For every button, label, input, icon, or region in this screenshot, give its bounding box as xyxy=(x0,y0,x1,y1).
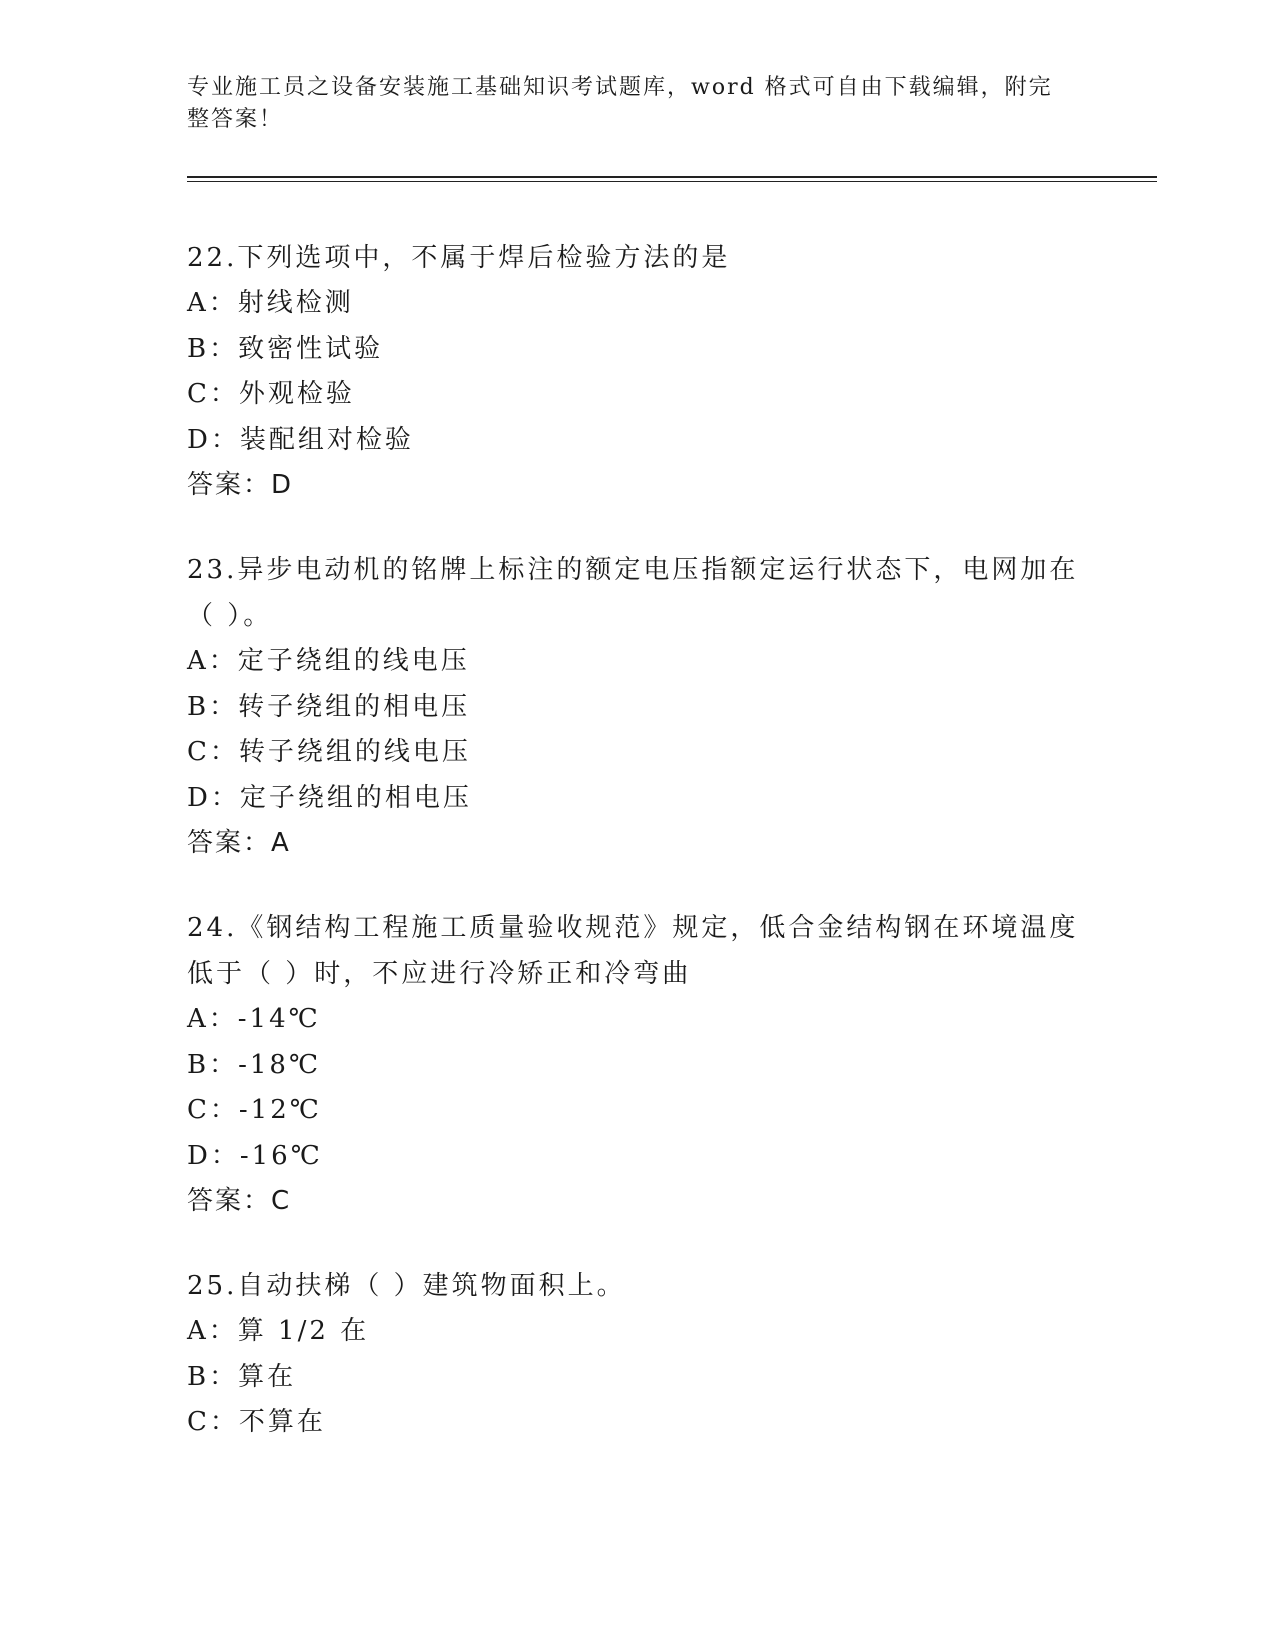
question-stem: 24.《钢结构工程施工质量验收规范》规定，低合金结构钢在环境温度低于（ ）时，不应进行冷矫正和冷弯曲 xyxy=(187,913,1079,989)
option-d: D：-16℃ xyxy=(187,1140,323,1171)
option-c: C：转子绕组的线电压 xyxy=(187,737,471,767)
option-a: A：-14℃ xyxy=(187,1004,321,1034)
option-c: C：不算在 xyxy=(187,1407,326,1437)
document-header: 专业施工员之设备安装施工基础知识考试题库，word 格式可自由下载编辑，附完整答案！ xyxy=(187,75,1053,132)
question-stem: 22.下列选项中，不属于焊后检验方法的是 xyxy=(187,243,731,273)
question-list xyxy=(187,235,1087,1486)
question-22 xyxy=(187,235,1087,507)
option-a: A：射线检测 xyxy=(187,288,354,318)
header-divider-thick xyxy=(187,176,1157,178)
header-divider-thin xyxy=(187,181,1157,182)
option-d: D：定子绕组的相电压 xyxy=(187,782,472,813)
option-d: D：装配组对检验 xyxy=(187,424,414,455)
option-c: C：-12℃ xyxy=(187,1095,322,1125)
question-24 xyxy=(187,905,1087,1223)
question-stem: 25.自动扶梯（ ）建筑物面积上。 xyxy=(187,1271,626,1301)
answer-line: 答案：C xyxy=(187,1186,292,1216)
question-25 xyxy=(187,1263,1087,1446)
option-a: A：定子绕组的线电压 xyxy=(187,646,470,676)
question-stem: 23.异步电动机的铭牌上标注的额定电压指额定运行状态下，电网加在（ ）。 xyxy=(187,555,1079,631)
question-23 xyxy=(187,547,1087,865)
option-b: B：算在 xyxy=(187,1361,297,1392)
option-b: B：转子绕组的相电压 xyxy=(187,691,471,722)
answer-line: 答案：D xyxy=(187,470,294,500)
option-a: A：算 1/2 在 xyxy=(187,1316,370,1346)
option-b: B：致密性试验 xyxy=(187,333,384,364)
answer-line: 答案：A xyxy=(187,828,291,858)
option-b: B：-18℃ xyxy=(187,1049,322,1080)
option-c: C：外观检验 xyxy=(187,379,355,409)
